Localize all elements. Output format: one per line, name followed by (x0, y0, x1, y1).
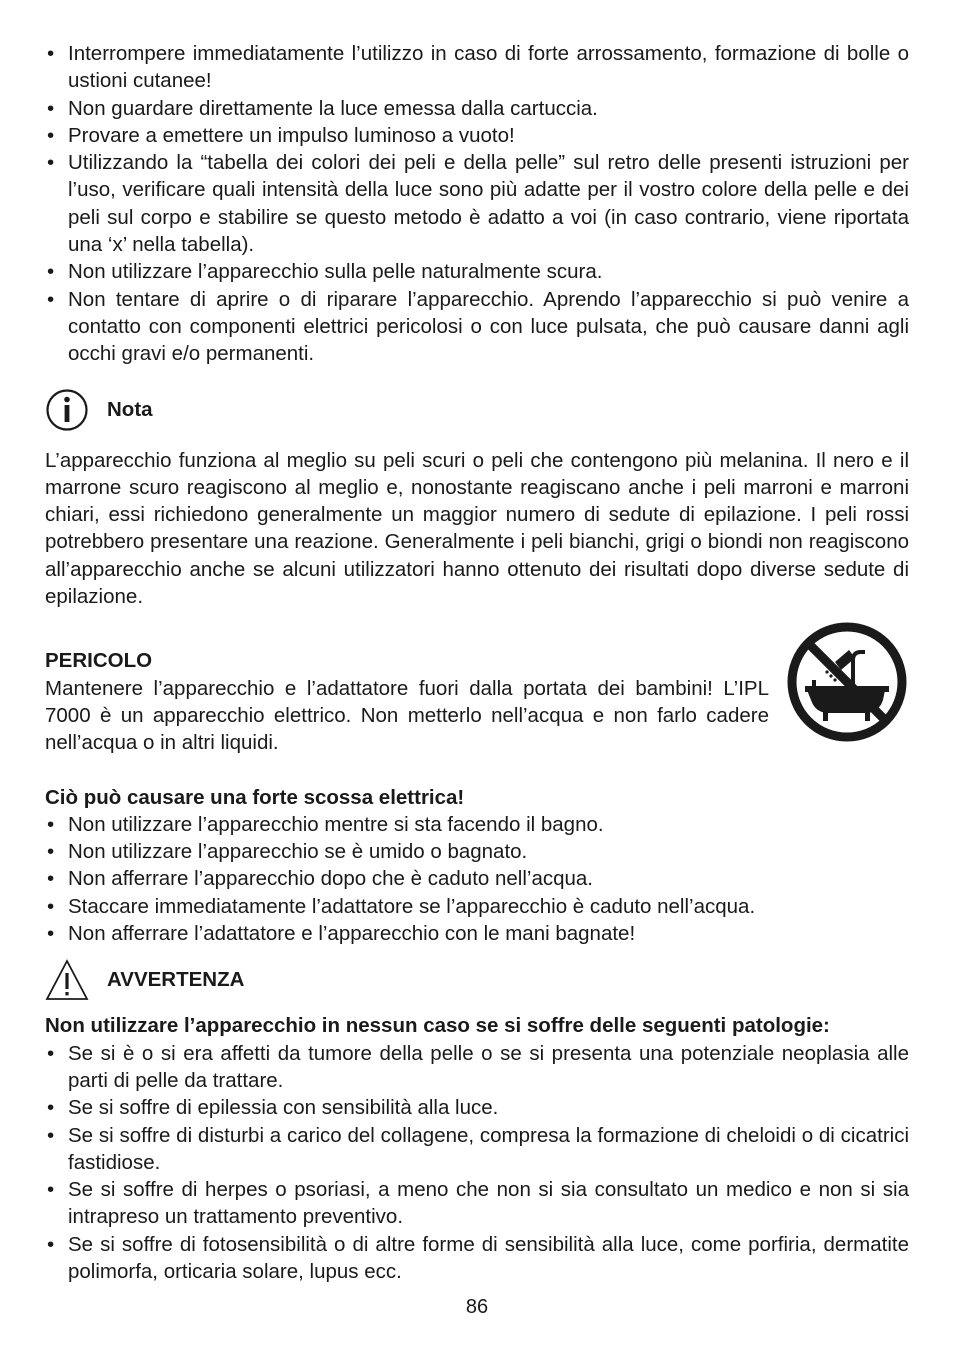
list-item: • Staccare immediatamente l’adattatore se l’apparecchio è caduto nell’acqua. (45, 893, 909, 920)
avvertenza-heading (45, 958, 909, 1002)
list-item: • Se si soffre di epilessia con sensibilità alla luce. (45, 1094, 909, 1121)
list-item: • Se si è o si era affetti da tumore della pelle o se si presenta una potenziale neoplasia alle parti di pelle da trattare. (45, 1040, 909, 1095)
list-item: • Non tentare di aprire o di riparare l’apparecchio. Aprendo l’apparecchio si può venire a contatto con componenti elettrici pericolosi o con luce pulsata, che può causare danni agli occhi gravi e/o permanenti. (45, 286, 909, 368)
nota-text: L’apparecchio funziona al meglio su peli scuri o peli che contengono più melanina. Il nero e il marrone scuro reagiscono al meglio e, nonostante reagiscano anche i peli marroni e marroni chiari, essi richiedono generalmente un maggior numero di sedute di epilazione. I peli rossi potrebbero presentare una reazione. Generalmente i peli bianchi, grigi o biondi non reagiscono all’apparecchio anche se alcuni utilizzatori hanno ottenuto dei risultati dopo diverse sedute di epilazione. (45, 448, 909, 609)
no-bath-icon (785, 620, 909, 744)
pericolo-text: Mantenere l’apparecchio e l’adattatore fuori dalla portata dei bambini! L’IPL 7000 è un apparecchio elettrico. Non metterlo nell’acqua e non farlo cadere nell’acqua o in altri liquidi. (45, 676, 769, 755)
list-item: • Non guardare direttamente la luce emessa dalla cartuccia. (45, 95, 909, 122)
document-page (45, 40, 909, 1285)
shock-heading: Ciò può causare una forte scossa elettrica! (45, 785, 465, 809)
avvertenza-subheading: Non utilizzare l’apparecchio in nessun caso se si soffre delle seguenti patologie: (45, 1014, 830, 1038)
warning-triangle-icon (45, 958, 89, 1002)
nota-title: Nota (107, 397, 153, 421)
pericolo-section (45, 647, 909, 756)
page-number: 86 (465, 1296, 489, 1318)
avvertenza-bullet-list (45, 1040, 909, 1286)
list-item: • Se si soffre di fotosensibilità o di altre forme di sensibilità alla luce, come porfiria, dermatite polimorfa, orticaria solare, lupus ecc. (45, 1231, 909, 1286)
list-item: • Interrompere immediatamente l’utilizzo in caso di forte arrossamento, formazione di bolle o ustioni cutanee! (45, 40, 909, 95)
info-icon (45, 388, 89, 432)
list-item: • Non afferrare l’apparecchio dopo che è caduto nell’acqua. (45, 865, 909, 892)
nota-heading (45, 388, 909, 432)
list-item: • Non utilizzare l’apparecchio se è umido o bagnato. (45, 838, 909, 865)
list-item: • Utilizzando la “tabella dei colori dei peli e della pelle” sul retro delle presenti istruzioni per l’uso, verificare quali intensità della luce sono più adatte per il vostro colore della pelle e dei peli sul corpo e stabilire se questo metodo è adatto a voi (in caso contrario, viene riportata una ‘x’ nella tabella). (45, 149, 909, 258)
avvertenza-title: AVVERTENZA (107, 968, 245, 992)
pericolo-bullet-list (45, 811, 909, 947)
top-bullet-list (45, 40, 909, 368)
list-item: • Provare a emettere un impulso luminoso a vuoto! (45, 122, 909, 149)
list-item: • Non utilizzare l’apparecchio mentre si sta facendo il bagno. (45, 811, 909, 838)
list-item: • Non afferrare l’adattatore e l’apparecchio con le mani bagnate! (45, 920, 909, 947)
list-item: • Se si soffre di disturbi a carico del collagene, compresa la formazione di cheloidi o di cicatrici fastidiose. (45, 1122, 909, 1177)
pericolo-title: PERICOLO (45, 649, 153, 673)
list-item: • Se si soffre di herpes o psoriasi, a meno che non si sia consultato un medico e non si sia intrapreso un trattamento preventivo. (45, 1176, 909, 1231)
list-item: • Non utilizzare l’apparecchio sulla pelle naturalmente scura. (45, 258, 909, 285)
